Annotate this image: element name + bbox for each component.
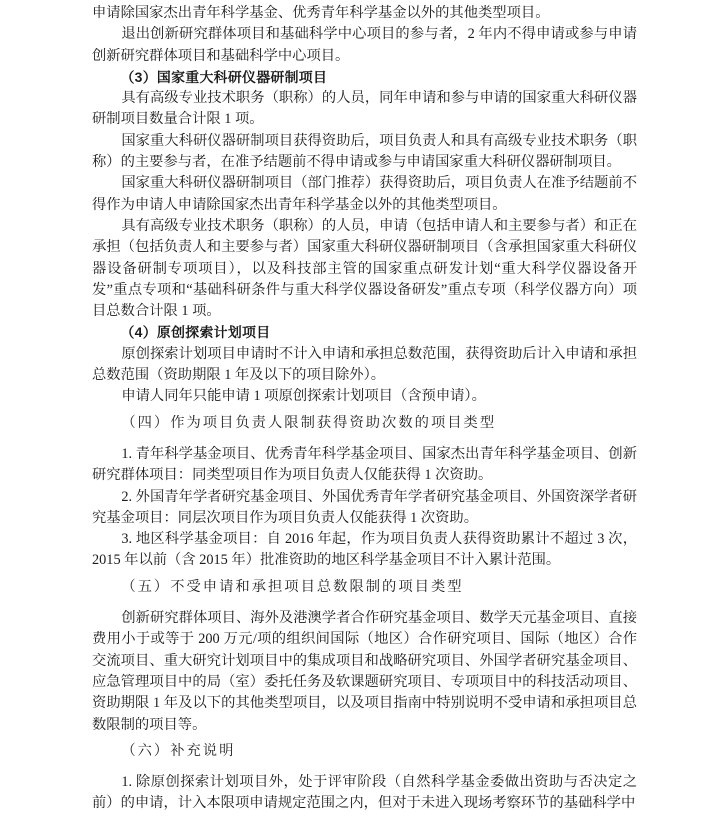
paragraph: 国家重大科研仪器研制项目获得资助后，项目负责人和具有高级专业技术职务（职称）的主要参与者，在准予结题前不得申请或参与申请国家重大科研仪器研制项目。 (92, 132, 637, 171)
paragraph: 3. 地区科学基金项目：自 2016 年起，作为项目负责人获得资助累计不超过 3 次，2015 年以前（含 2015 年）批准资助的地区科学基金项目不计入累计范围。 (92, 531, 637, 569)
paragraph: 退出创新研究群体项目和基础科学中心项目的参与者，2 年内不得申请或参与申请创新研究群体项目和基础科学中心项目。 (92, 26, 637, 64)
section-heading-4th: （四）作为项目负责人限制获得资助次数的项目类型 (121, 414, 497, 431)
section-heading-5th: （五）不受申请和承担项目总数限制的项目类型 (121, 578, 464, 595)
document-content (92, 3, 637, 815)
clause-heading-4: （4）原创探索计划项目 (120, 324, 271, 341)
paragraph: 申请人同年只能申请 1 项原创探索计划项目（含预申请）。 (121, 388, 486, 405)
paragraph: 原创探索计划项目申请时不计入申请和承担总数范围，获得资助后计入申请和承担总数范围（资助期限 1 年及以下的项目除外）。 (92, 345, 637, 384)
paragraph: 1. 青年科学基金项目、优秀青年科学基金项目、国家杰出青年科学基金项目、创新研究群体项目：同类型项目作为项目负责人仅能获得 1 次资助。 (92, 445, 637, 484)
section-heading-6th: （六）补充说明 (121, 742, 236, 759)
paragraph: 具有高级专业技术职务（职称）的人员，同年申请和参与申请的国家重大科研仪器研制项目数量合计限 1 项。 (92, 90, 637, 128)
paragraph: 国家重大科研仪器研制项目（部门推荐）获得资助后，项目负责人在准予结题前不得作为申请人申请除国家杰出青年科学基金以外的其他类型项目。 (92, 175, 637, 213)
paragraph: 2. 外国青年学者研究基金项目、外国优秀青年学者研究基金项目、外国资深学者研究基金项目：同层次项目作为项目负责人仅能获得 1 次资助。 (92, 488, 637, 526)
clause-heading-3: （3）国家重大科研仪器研制项目 (120, 68, 328, 85)
paragraph: 创新研究群体项目、海外及港澳学者合作研究基金项目、数学天元基金项目、直接费用小于或等于 200 万元/项的组织间国际（地区）合作研究项目、国际（地区）合作交流项目、重大研究计划项目中的集成项目和战略研究项目、外国学者研究基金项目、应急管理项目中的局（室）委托任务及软课题研究项目、专项项目中的科技活动项目、资助期限 1 年及以下的其他类型项目，以及项目指南中特别说明不受申请和承担项目总数限制的项目等。 (92, 610, 637, 733)
paragraph: 申请除国家杰出青年科学基金、优秀青年科学基金以外的其他类型项目。 (92, 5, 550, 21)
paragraph: 具有高级专业技术职务（职称）的人员，申请（包括申请人和主要参与者）和正在承担（包括负责人和主要参与者）国家重大科研仪器研制项目（含承担国家重大科研仪器设备研制专项项目），以及科技部主管的国家重点研发计划“重大科学仪器设备开发”重点专项和“基础科研条件与重大科学仪器设备研发”重点专项（科学仪器方向）项目总数合计限 1 项。 (92, 217, 637, 320)
paragraph: 1. 除原创探索计划项目外，处于评审阶段（自然科学基金委做出资助与否决定之前）的申请，计入本限项申请规定范围之内，但对于未进入现场考察环节的基础科学中 (92, 774, 637, 812)
